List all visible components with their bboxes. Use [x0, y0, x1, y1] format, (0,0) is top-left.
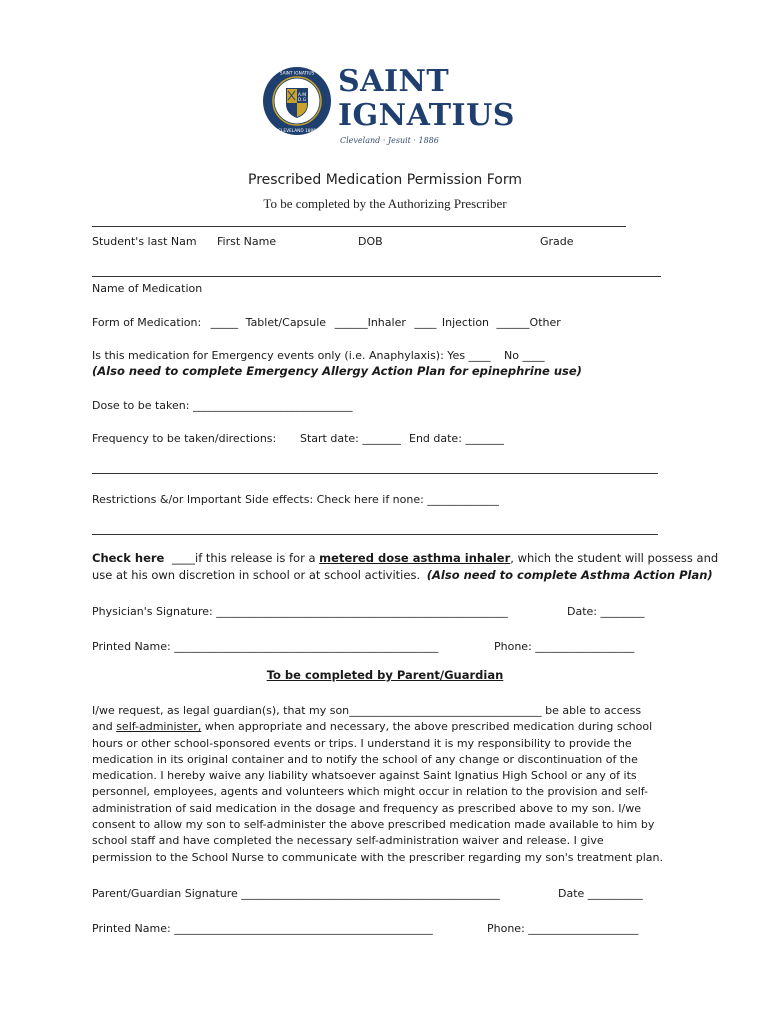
label-first-name: First Name: [217, 235, 277, 248]
restrictions-line[interactable]: [92, 534, 658, 535]
asthma-line2-text: use at his own discretion in school or at school activities.: [92, 568, 421, 582]
consent-line-8: consent to allow my son to self-administer the above prescribed medication made available to him by: [92, 818, 655, 832]
consent-line-3: hours or other school-sponsored events or trips. I understand it is my responsibility to provide the: [92, 736, 632, 750]
parent-guardian-heading: To be completed by Parent/Guardian: [266, 668, 504, 682]
label-name-of-medication: Name of Medication: [92, 282, 203, 295]
asthma-check-blank[interactable]: ____: [172, 551, 196, 565]
injection-blank[interactable]: ____: [414, 316, 437, 329]
inhaler-blank[interactable]: ______: [334, 316, 368, 329]
form-subtitle: To be completed by the Authorizing Prescriber: [263, 196, 507, 211]
physician-printed-name-field[interactable]: Printed Name: ________________________________________________: [92, 640, 439, 653]
frequency-label: Frequency to be taken/directions:: [92, 432, 277, 445]
consent-line-7: administration of said medication in the dosage and frequency as prescribed above to my son. I/we: [92, 801, 641, 815]
epinephrine-note: (Also need to complete Emergency Allergy Action Plan for epinephrine use): [92, 364, 582, 378]
directions-line[interactable]: [92, 473, 658, 474]
consent-line-1: I/we request, as legal guardian(s), that my son___________________________________ be able to access: [92, 704, 642, 717]
label-dob: DOB: [358, 235, 383, 248]
emergency-yes[interactable]: Is this medication for Emergency events only (i.e. Anaphylaxis): Yes ____: [92, 349, 491, 362]
metered-dose-label: metered dose asthma inhaler: [319, 551, 511, 565]
tablet-label: Tablet/Capsule: [245, 316, 327, 329]
consent-paragraph: [92, 703, 677, 866]
student-info-line[interactable]: [92, 226, 626, 227]
form-title: Prescribed Medication Permission Form: [248, 172, 522, 188]
consent-line-4: medication in its original container and to notify the school of any change or discontinuation of the: [92, 752, 638, 766]
svg-text:· SAINT IGNATIUS ·: · SAINT IGNATIUS ·: [277, 71, 317, 77]
asthma-text1: if this release is for a: [195, 551, 316, 565]
physician-phone-field[interactable]: Phone: __________________: [494, 640, 635, 653]
restrictions-field[interactable]: Restrictions &/or Important Side effects: Check here if none: _____________: [92, 493, 499, 506]
emergency-question: [92, 349, 545, 362]
school-tagline: Cleveland · Jesuit · 1886: [340, 136, 439, 145]
consent-line-9: school staff and have completed the necessary self-administration waiver and release. I give: [92, 834, 604, 848]
consent-line-6: personnel, employees, agents and volunteers which might occur in relation to the provision and self-: [92, 785, 648, 799]
parent-date-field[interactable]: Date __________: [558, 887, 643, 900]
dose-field[interactable]: Dose to be taken: _____________________________: [92, 399, 353, 412]
label-student-last-name: Student's last Nam: [92, 235, 197, 248]
svg-text:CLEVELAND 1886: CLEVELAND 1886: [277, 129, 317, 134]
injection-label: Injection: [441, 316, 490, 329]
consent-line-10: permission to the School Nurse to communicate with the prescriber regarding my son's treatment plan.: [92, 850, 663, 864]
svg-text:A.M: A.M: [297, 93, 307, 98]
parent-signature-field[interactable]: Parent/Guardian Signature _______________________________________________: [92, 887, 500, 900]
other-label: Other: [529, 316, 561, 329]
svg-text:D.G: D.G: [297, 98, 307, 103]
asthma-text2: , which the student will possess and: [510, 551, 719, 565]
parent-phone-field[interactable]: Phone: ____________________: [487, 922, 639, 935]
asthma-inhaler-line2: [92, 568, 713, 582]
parent-printed-name-field[interactable]: Printed Name: _______________________________________________: [92, 922, 433, 935]
emergency-no[interactable]: No ____: [504, 349, 545, 362]
consent-line-2: and self-administer, when appropriate and necessary, the above prescribed medication during school: [92, 720, 653, 734]
school-name-line2: IGNATIUS: [338, 98, 515, 133]
tablet-blank[interactable]: _____: [210, 316, 239, 329]
asthma-inhaler-line1: [92, 551, 718, 565]
label-grade: Grade: [540, 235, 574, 248]
asthma-action-plan-note: (Also need to complete Asthma Action Plan): [426, 568, 713, 582]
check-here-label: Check here: [92, 551, 165, 565]
physician-date-field[interactable]: Date: ________: [567, 605, 645, 618]
self-administer-text: self-administer,: [116, 720, 202, 734]
son-name-blank[interactable]: ___________________________________: [349, 704, 542, 717]
end-date-field[interactable]: End date: _______: [409, 432, 504, 445]
consent-line-5: medication. I hereby waive any liability whatsoever against Saint Ignatius High School or any of its: [92, 769, 637, 783]
school-seal-icon: [262, 66, 332, 136]
start-date-field[interactable]: Start date: _______: [300, 432, 401, 445]
inhaler-label: Inhaler: [367, 316, 406, 329]
medication-name-line[interactable]: [92, 276, 661, 277]
school-name-line1: SAINT: [338, 64, 450, 99]
school-logo: [262, 64, 522, 152]
form-of-medication-label: Form of Medication:: [92, 316, 202, 329]
form-of-medication-row: [92, 316, 561, 329]
physician-signature-field[interactable]: Physician's Signature: _____________________________________________________: [92, 605, 508, 618]
other-blank[interactable]: ______: [496, 316, 530, 329]
